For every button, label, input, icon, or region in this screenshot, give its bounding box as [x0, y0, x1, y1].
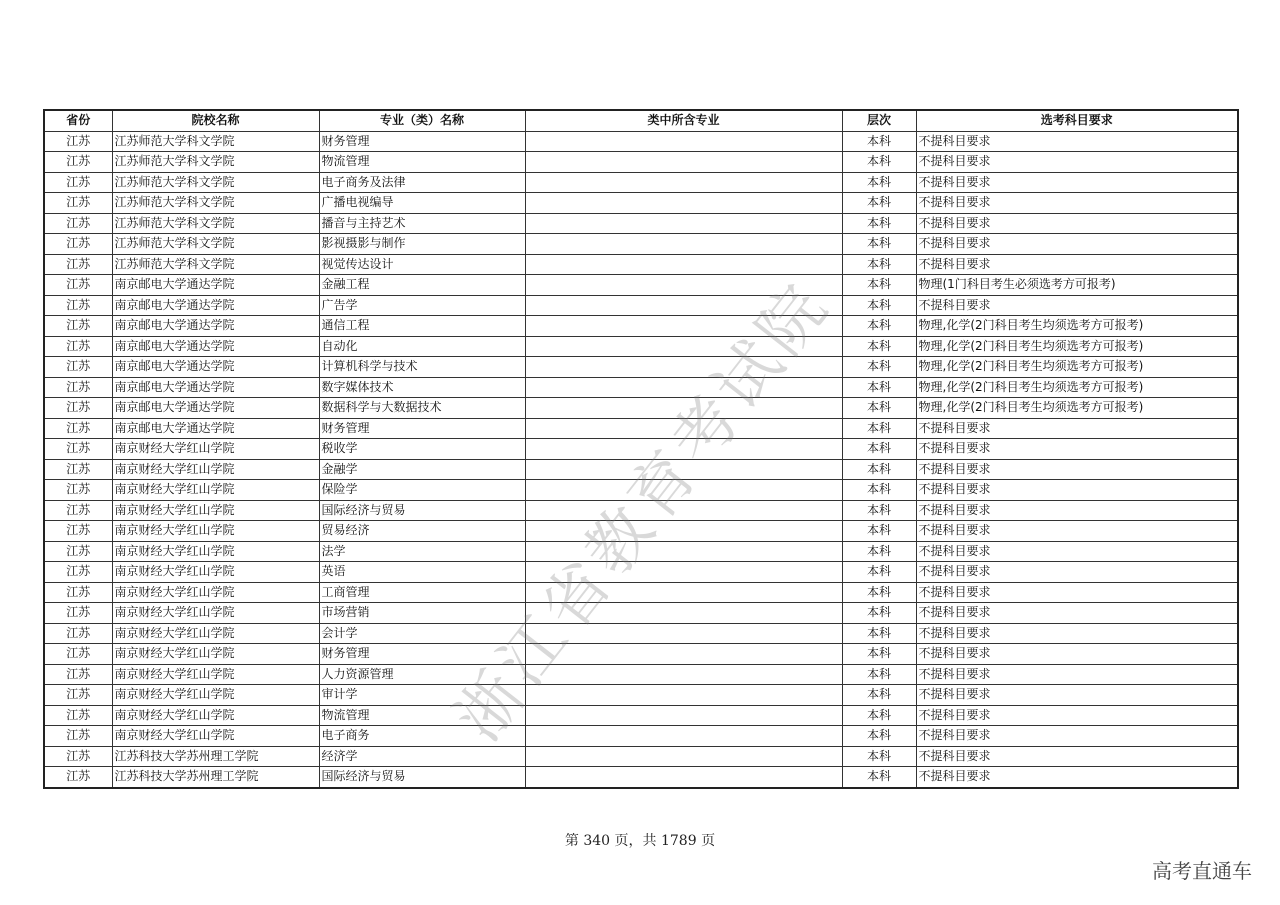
cell-school: 南京邮电大学通达学院	[112, 357, 319, 378]
cell-subject-requirement: 不提科目要求	[916, 439, 1238, 460]
cell-major: 保险学	[319, 480, 525, 501]
cell-province: 江苏	[44, 480, 112, 501]
cell-level: 本科	[842, 418, 916, 439]
cell-subject-requirement: 不提科目要求	[916, 582, 1238, 603]
cell-province: 江苏	[44, 357, 112, 378]
table-row	[44, 295, 1238, 316]
cell-level: 本科	[842, 521, 916, 542]
cell-subject-requirement: 物理,化学(2门科目考生均须选考方可报考)	[916, 316, 1238, 337]
cell-sub-majors	[525, 603, 842, 624]
cell-level: 本科	[842, 357, 916, 378]
cell-level: 本科	[842, 398, 916, 419]
cell-level: 本科	[842, 767, 916, 788]
cell-school: 江苏师范大学科文学院	[112, 193, 319, 214]
header-school: 院校名称	[112, 110, 319, 131]
cell-level: 本科	[842, 582, 916, 603]
cell-province: 江苏	[44, 603, 112, 624]
cell-school: 江苏师范大学科文学院	[112, 172, 319, 193]
cell-province: 江苏	[44, 336, 112, 357]
cell-subject-requirement: 不提科目要求	[916, 213, 1238, 234]
cell-sub-majors	[525, 295, 842, 316]
table-header-row	[44, 110, 1238, 131]
cell-province: 江苏	[44, 377, 112, 398]
cell-sub-majors	[525, 459, 842, 480]
table-row	[44, 152, 1238, 173]
cell-subject-requirement: 不提科目要求	[916, 418, 1238, 439]
cell-school: 南京财经大学红山学院	[112, 664, 319, 685]
cell-subject-requirement: 不提科目要求	[916, 234, 1238, 255]
table-row	[44, 726, 1238, 747]
table-body	[44, 131, 1238, 788]
cell-major: 财务管理	[319, 418, 525, 439]
cell-major: 物流管理	[319, 705, 525, 726]
cell-province: 江苏	[44, 521, 112, 542]
cell-school: 江苏师范大学科文学院	[112, 213, 319, 234]
header-sub-majors: 类中所含专业	[525, 110, 842, 131]
cell-subject-requirement: 不提科目要求	[916, 685, 1238, 706]
cell-school: 江苏师范大学科文学院	[112, 234, 319, 255]
cell-major: 广播电视编导	[319, 193, 525, 214]
cell-province: 江苏	[44, 705, 112, 726]
cell-province: 江苏	[44, 541, 112, 562]
cell-school: 南京财经大学红山学院	[112, 521, 319, 542]
cell-major: 计算机科学与技术	[319, 357, 525, 378]
cell-school: 南京财经大学红山学院	[112, 603, 319, 624]
cell-province: 江苏	[44, 275, 112, 296]
cell-level: 本科	[842, 193, 916, 214]
cell-province: 江苏	[44, 582, 112, 603]
cell-subject-requirement: 不提科目要求	[916, 254, 1238, 275]
cell-sub-majors	[525, 275, 842, 296]
cell-school: 江苏师范大学科文学院	[112, 254, 319, 275]
cell-level: 本科	[842, 377, 916, 398]
cell-province: 江苏	[44, 623, 112, 644]
cell-subject-requirement: 物理,化学(2门科目考生均须选考方可报考)	[916, 336, 1238, 357]
cell-sub-majors	[525, 705, 842, 726]
cell-sub-majors	[525, 418, 842, 439]
cell-school: 南京财经大学红山学院	[112, 500, 319, 521]
table-row	[44, 172, 1238, 193]
cell-subject-requirement: 物理,化学(2门科目考生均须选考方可报考)	[916, 377, 1238, 398]
table-row	[44, 377, 1238, 398]
cell-major: 电子商务及法律	[319, 172, 525, 193]
table-row	[44, 316, 1238, 337]
cell-major: 广告学	[319, 295, 525, 316]
header-subject-requirement: 选考科目要求	[916, 110, 1238, 131]
cell-school: 南京邮电大学通达学院	[112, 316, 319, 337]
cell-sub-majors	[525, 213, 842, 234]
cell-major: 法学	[319, 541, 525, 562]
table-row	[44, 705, 1238, 726]
table-row	[44, 500, 1238, 521]
cell-province: 江苏	[44, 767, 112, 788]
cell-school: 南京邮电大学通达学院	[112, 418, 319, 439]
header-major: 专业（类）名称	[319, 110, 525, 131]
cell-sub-majors	[525, 664, 842, 685]
cell-level: 本科	[842, 500, 916, 521]
table-row	[44, 541, 1238, 562]
cell-subject-requirement: 不提科目要求	[916, 746, 1238, 767]
cell-sub-majors	[525, 582, 842, 603]
cell-major: 影视摄影与制作	[319, 234, 525, 255]
cell-level: 本科	[842, 746, 916, 767]
cell-level: 本科	[842, 480, 916, 501]
cell-level: 本科	[842, 152, 916, 173]
cell-sub-majors	[525, 336, 842, 357]
cell-school: 南京邮电大学通达学院	[112, 275, 319, 296]
table-row	[44, 685, 1238, 706]
cell-sub-majors	[525, 644, 842, 665]
cell-major: 经济学	[319, 746, 525, 767]
cell-province: 江苏	[44, 234, 112, 255]
cell-subject-requirement: 不提科目要求	[916, 541, 1238, 562]
cell-sub-majors	[525, 357, 842, 378]
cell-level: 本科	[842, 644, 916, 665]
cell-subject-requirement: 不提科目要求	[916, 623, 1238, 644]
cell-school: 南京财经大学红山学院	[112, 685, 319, 706]
table-row	[44, 623, 1238, 644]
cell-sub-majors	[525, 726, 842, 747]
cell-sub-majors	[525, 234, 842, 255]
cell-major: 自动化	[319, 336, 525, 357]
cell-major: 电子商务	[319, 726, 525, 747]
cell-province: 江苏	[44, 316, 112, 337]
table-row	[44, 275, 1238, 296]
cell-subject-requirement: 不提科目要求	[916, 131, 1238, 152]
cell-province: 江苏	[44, 131, 112, 152]
cell-subject-requirement: 不提科目要求	[916, 705, 1238, 726]
cell-major: 贸易经济	[319, 521, 525, 542]
cell-subject-requirement: 不提科目要求	[916, 726, 1238, 747]
cell-school: 南京财经大学红山学院	[112, 562, 319, 583]
cell-level: 本科	[842, 541, 916, 562]
table-row	[44, 562, 1238, 583]
cell-major: 英语	[319, 562, 525, 583]
cell-school: 江苏科技大学苏州理工学院	[112, 746, 319, 767]
cell-school: 南京财经大学红山学院	[112, 459, 319, 480]
cell-level: 本科	[842, 254, 916, 275]
cell-subject-requirement: 不提科目要求	[916, 480, 1238, 501]
table-row	[44, 418, 1238, 439]
page-footer: 第 340 页，共 1789 页	[564, 833, 716, 849]
cell-level: 本科	[842, 316, 916, 337]
cell-sub-majors	[525, 767, 842, 788]
cell-sub-majors	[525, 131, 842, 152]
table-row	[44, 131, 1238, 152]
cell-school: 南京财经大学红山学院	[112, 582, 319, 603]
major-requirements-table	[43, 109, 1239, 789]
cell-subject-requirement: 不提科目要求	[916, 767, 1238, 788]
cell-subject-requirement: 不提科目要求	[916, 152, 1238, 173]
cell-province: 江苏	[44, 193, 112, 214]
cell-major: 人力资源管理	[319, 664, 525, 685]
cell-major: 国际经济与贸易	[319, 500, 525, 521]
table-row	[44, 254, 1238, 275]
cell-school: 南京财经大学红山学院	[112, 644, 319, 665]
cell-school: 南京财经大学红山学院	[112, 541, 319, 562]
cell-major: 国际经济与贸易	[319, 767, 525, 788]
cell-level: 本科	[842, 213, 916, 234]
cell-subject-requirement: 不提科目要求	[916, 500, 1238, 521]
cell-level: 本科	[842, 439, 916, 460]
cell-school: 南京财经大学红山学院	[112, 705, 319, 726]
watermark-text: 浙江省教育考试院	[441, 267, 845, 755]
table-row	[44, 234, 1238, 255]
table-row	[44, 439, 1238, 460]
cell-sub-majors	[525, 316, 842, 337]
cell-level: 本科	[842, 562, 916, 583]
cell-level: 本科	[842, 459, 916, 480]
cell-level: 本科	[842, 295, 916, 316]
cell-school: 南京财经大学红山学院	[112, 480, 319, 501]
cell-sub-majors	[525, 439, 842, 460]
cell-major: 物流管理	[319, 152, 525, 173]
header-province: 省份	[44, 110, 112, 131]
cell-major: 金融工程	[319, 275, 525, 296]
cell-school: 江苏师范大学科文学院	[112, 152, 319, 173]
cell-subject-requirement: 不提科目要求	[916, 664, 1238, 685]
document-sheet	[43, 109, 1239, 789]
cell-level: 本科	[842, 172, 916, 193]
cell-level: 本科	[842, 234, 916, 255]
cell-subject-requirement: 物理(1门科目考生必须选考方可报考)	[916, 275, 1238, 296]
table-row	[44, 746, 1238, 767]
cell-sub-majors	[525, 172, 842, 193]
cell-province: 江苏	[44, 726, 112, 747]
cell-major: 财务管理	[319, 131, 525, 152]
cell-major: 数据科学与大数据技术	[319, 398, 525, 419]
cell-major: 工商管理	[319, 582, 525, 603]
cell-sub-majors	[525, 521, 842, 542]
cell-sub-majors	[525, 193, 842, 214]
cell-subject-requirement: 不提科目要求	[916, 562, 1238, 583]
cell-province: 江苏	[44, 439, 112, 460]
cell-school: 南京邮电大学通达学院	[112, 377, 319, 398]
brand-mark: 高考直通车	[1152, 859, 1252, 883]
cell-school: 南京财经大学红山学院	[112, 726, 319, 747]
cell-province: 江苏	[44, 295, 112, 316]
header-level: 层次	[842, 110, 916, 131]
table-row	[44, 664, 1238, 685]
cell-province: 江苏	[44, 500, 112, 521]
cell-province: 江苏	[44, 254, 112, 275]
cell-province: 江苏	[44, 459, 112, 480]
cell-sub-majors	[525, 623, 842, 644]
cell-sub-majors	[525, 500, 842, 521]
cell-major: 市场营销	[319, 603, 525, 624]
cell-major: 金融学	[319, 459, 525, 480]
cell-level: 本科	[842, 336, 916, 357]
table-row	[44, 193, 1238, 214]
cell-school: 南京财经大学红山学院	[112, 623, 319, 644]
cell-subject-requirement: 不提科目要求	[916, 459, 1238, 480]
cell-level: 本科	[842, 705, 916, 726]
cell-subject-requirement: 物理,化学(2门科目考生均须选考方可报考)	[916, 398, 1238, 419]
cell-school: 南京邮电大学通达学院	[112, 336, 319, 357]
cell-province: 江苏	[44, 172, 112, 193]
cell-subject-requirement: 不提科目要求	[916, 295, 1238, 316]
cell-school: 南京财经大学红山学院	[112, 439, 319, 460]
cell-sub-majors	[525, 254, 842, 275]
cell-major: 通信工程	[319, 316, 525, 337]
cell-school: 南京邮电大学通达学院	[112, 295, 319, 316]
cell-province: 江苏	[44, 418, 112, 439]
cell-subject-requirement: 不提科目要求	[916, 644, 1238, 665]
cell-level: 本科	[842, 623, 916, 644]
table-row	[44, 357, 1238, 378]
cell-province: 江苏	[44, 664, 112, 685]
cell-level: 本科	[842, 664, 916, 685]
cell-province: 江苏	[44, 152, 112, 173]
table-row	[44, 480, 1238, 501]
cell-subject-requirement: 不提科目要求	[916, 521, 1238, 542]
cell-major: 视觉传达设计	[319, 254, 525, 275]
cell-school: 南京邮电大学通达学院	[112, 398, 319, 419]
cell-sub-majors	[525, 398, 842, 419]
cell-province: 江苏	[44, 398, 112, 419]
table-row	[44, 459, 1238, 480]
cell-level: 本科	[842, 685, 916, 706]
cell-school: 江苏科技大学苏州理工学院	[112, 767, 319, 788]
cell-subject-requirement: 不提科目要求	[916, 603, 1238, 624]
cell-sub-majors	[525, 480, 842, 501]
table-row	[44, 213, 1238, 234]
table-row	[44, 644, 1238, 665]
cell-province: 江苏	[44, 213, 112, 234]
table-row	[44, 767, 1238, 788]
cell-level: 本科	[842, 726, 916, 747]
cell-major: 财务管理	[319, 644, 525, 665]
cell-major: 播音与主持艺术	[319, 213, 525, 234]
cell-province: 江苏	[44, 746, 112, 767]
cell-subject-requirement: 物理,化学(2门科目考生均须选考方可报考)	[916, 357, 1238, 378]
table-row	[44, 582, 1238, 603]
cell-province: 江苏	[44, 562, 112, 583]
cell-level: 本科	[842, 131, 916, 152]
table-row	[44, 521, 1238, 542]
table-row	[44, 336, 1238, 357]
cell-sub-majors	[525, 562, 842, 583]
cell-subject-requirement: 不提科目要求	[916, 172, 1238, 193]
cell-sub-majors	[525, 377, 842, 398]
table-row	[44, 603, 1238, 624]
cell-sub-majors	[525, 541, 842, 562]
cell-province: 江苏	[44, 644, 112, 665]
cell-province: 江苏	[44, 685, 112, 706]
cell-level: 本科	[842, 275, 916, 296]
cell-school: 江苏师范大学科文学院	[112, 131, 319, 152]
table-row	[44, 398, 1238, 419]
cell-sub-majors	[525, 746, 842, 767]
cell-subject-requirement: 不提科目要求	[916, 193, 1238, 214]
cell-major: 会计学	[319, 623, 525, 644]
cell-major: 审计学	[319, 685, 525, 706]
cell-level: 本科	[842, 603, 916, 624]
cell-sub-majors	[525, 152, 842, 173]
cell-sub-majors	[525, 685, 842, 706]
cell-major: 数字媒体技术	[319, 377, 525, 398]
cell-major: 税收学	[319, 439, 525, 460]
